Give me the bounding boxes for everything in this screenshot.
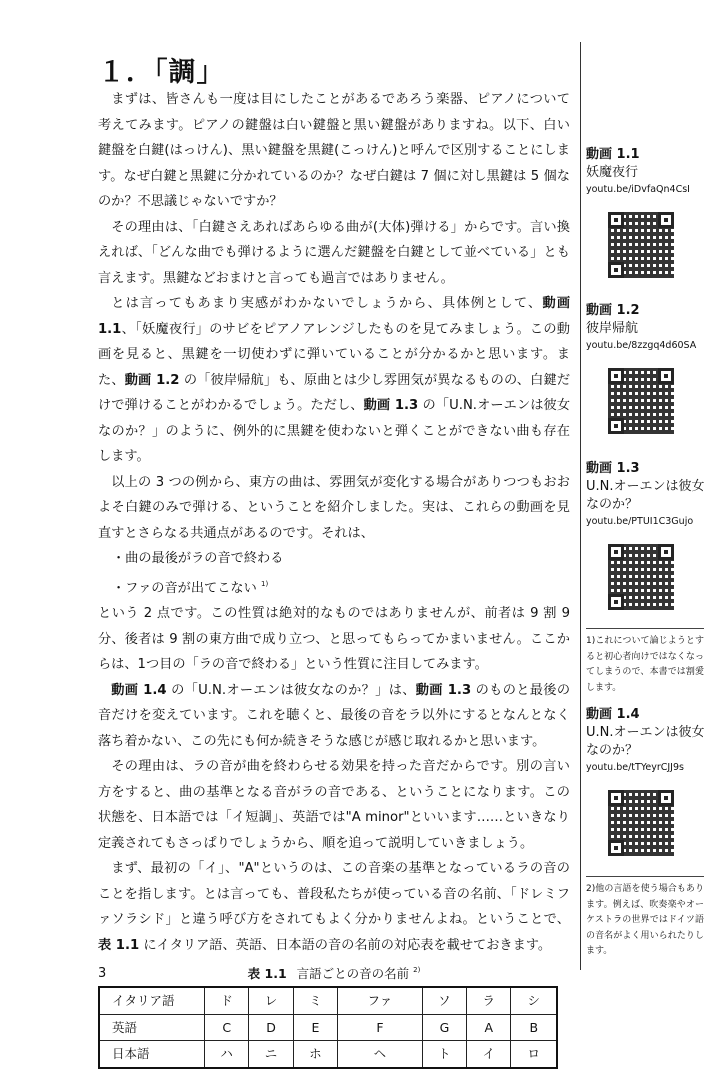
table-cell: ミ <box>293 987 337 1014</box>
video-ref: 動画 1.1 <box>98 296 571 337</box>
note-name-table <box>98 986 558 1069</box>
video-ref: 動画 1.3 <box>363 398 419 413</box>
table-cell: レ <box>249 987 293 1014</box>
video-link[interactable]: youtu.be/iDvfaQn4CsI <box>586 184 690 195</box>
table-cell: G <box>422 1014 466 1041</box>
paragraph: その理由は、ラの音が曲を終わらせる効果を持った音だからです。別の言い方をすると、曲の基準となる音がラの音である、ということになります。この状態を、日本語では「イ短調」、英語では"A minor"といいます……といきなり定義されてもさっぱりでしょうから、順を追って説明していきましょう。 <box>98 759 570 851</box>
bullet-item: ・曲の最後がラの音で終わる <box>112 551 284 566</box>
table-cell: D <box>249 1014 293 1041</box>
table-row <box>99 1014 557 1041</box>
table-cell: シ <box>511 987 557 1014</box>
row-header: イタリア語 <box>99 987 205 1014</box>
table-cell: イ <box>467 1041 511 1068</box>
table-cell: ファ <box>338 987 423 1014</box>
table-cell: E <box>293 1014 337 1041</box>
paragraph: まずは、皆さんも一度は目にしたことがあるであろう楽器、ピアノについて考えてみます。ピアノの鍵盤は白い鍵盤と黒い鍵盤がありますね。以下、白い鍵盤を白鍵(はっけん)、黒い鍵盤を黒鍵(こっけん)と呼んで区別することにします。なぜ白鍵と黒鍵に分かれているのか？なぜ白鍵は 7 個に対し黒鍵は 5 個なのか？不思議じゃないですか？ <box>98 92 570 209</box>
footnote-rule <box>586 628 704 629</box>
table-cell: ロ <box>511 1041 557 1068</box>
page-number: 3 <box>98 966 107 981</box>
paragraph: という 2 点です。この性質は絶対的なものではありませんが、前者は 9 割 9 分、後者は 9 割の東方曲で成り立つ、と思ってもらってかまいません。ここからは、1つ目の「ラの音で終わる」という性質に注目してみます。 <box>98 606 570 672</box>
sidebar-divider <box>580 42 581 970</box>
video-card-1: 動画 1.1 妖魔夜行 youtu.be/iDvfaQn4CsI <box>586 146 716 278</box>
video-link[interactable]: youtu.be/PTUI1C3Gujo <box>586 516 694 527</box>
video-card-3: 動画 1.3 U.N.オーエンは彼女なのか？ youtu.be/PTUI1C3Gujo <box>586 460 716 610</box>
table-cell: ト <box>422 1041 466 1068</box>
section-heading: １．「調」 <box>98 57 225 88</box>
footnote-rule <box>586 876 704 877</box>
paragraph: 動画 1.4 の「U.N.オーエンは彼女なのか？」は、動画 1.3 のものと最後の音だけを変えています。これを聴くと、最後の音をラ以外にするとなんとなく落ち着かない、この先にも何か続きそうな感じが感じ取れるかと思います。 <box>98 682 571 749</box>
video-ref: 動画 1.4 <box>111 682 167 698</box>
paragraph: まず、最初の「イ」、"A"というのは、この音楽の基準となっているラの音のことを指します。とは言っても、普段私たちが使っている音の名前、「ドレミファソラシド」と違う呼び方をされてもよく分かりませんよね。ということで、表 1.1 にイタリア語、英語、日本語の音の名前の対応表を載せておきます。 <box>98 861 570 953</box>
table-cell: ハ <box>205 1041 249 1068</box>
table-ref: 表 1.1 <box>98 937 140 953</box>
video-link[interactable]: youtu.be/8zzgq4d60SA <box>586 340 697 351</box>
table-cell: ラ <box>467 987 511 1014</box>
row-header: 英語 <box>99 1014 205 1041</box>
table-cell: C <box>205 1014 249 1041</box>
video-ref: 動画 1.2 <box>124 372 180 388</box>
qr-code-icon[interactable] <box>608 790 674 856</box>
table-row <box>99 987 557 1014</box>
qr-code-icon[interactable] <box>608 544 674 610</box>
video-card-2: 動画 1.2 彼岸帰航 youtu.be/8zzgq4d60SA <box>586 302 716 434</box>
table-cell: A <box>467 1014 511 1041</box>
table-cell: ヘ <box>338 1041 423 1068</box>
table-cell: ド <box>205 987 249 1014</box>
table-cell: F <box>338 1014 423 1041</box>
video-ref: 動画 1.3 <box>415 682 472 698</box>
table-row <box>99 1041 557 1068</box>
qr-code-icon[interactable] <box>608 212 674 278</box>
main-text <box>98 87 570 1069</box>
table-caption: 表 1.1 言語ごとの音の名前 $^{2)}$ <box>247 966 421 981</box>
paragraph: とは言ってもあまり実感がわかないでしょうから、具体例として、動画 1.1、「妖魔夜行」のサビをピアノアレンジしたものを見てみましょう。この動画を見ると、黒鍵を一切使わずに弾いていることが分かるかと思います。また、動画 1.2 の「彼岸帰航」も、原曲とは少し雰囲気が異なるものの、白鍵だけで弾けることがわかるでしょう。ただし、動画 1.3 の「U.N.オーエンは彼女なのか？」のように、例外的に黒鍵を使わないと弾くことができない曲も存在します。 <box>98 296 571 464</box>
footnote-2: 2)他の言語を使う場合もあります。例えば、吹奏楽やオーケストラの世界ではドイツ語の音名がよく用いられたりします。 <box>586 884 704 956</box>
table-cell: ホ <box>293 1041 337 1068</box>
video-card-4: 動画 1.4 U.N.オーエンは彼女なのか？ youtu.be/tTYeyrCJJ9s <box>586 706 716 856</box>
qr-code-icon[interactable] <box>608 368 674 434</box>
bullet-item: ・ファの音が出てこない $^{1)}$ <box>112 579 269 596</box>
table-cell: ソ <box>422 987 466 1014</box>
table-cell: ニ <box>249 1041 293 1068</box>
footnote-ref: 1) <box>261 579 269 588</box>
footnote-1: 1)これについて論じようとすると初心者向けではなくなってしまうので、本書では割愛します。 <box>586 636 704 693</box>
paragraph: その理由は、「白鍵さえあればあらゆる曲が(大体)弾ける」からです。言い換えれば、「どんな曲でも弾けるように選んだ鍵盤を白鍵として並べている」とも言えます。黒鍵などおまけと言っても過言ではありません。 <box>98 219 570 286</box>
paragraph: 以上の 3 つの例から、東方の曲は、雰囲気が変化する場合がありつつもおおよそ白鍵のみで弾ける、ということを紹介しました。実は、これらの動画を見直すとさらなる共通点があるのです。それは、 <box>98 474 570 541</box>
table-cell: B <box>511 1014 557 1041</box>
video-link[interactable]: youtu.be/tTYeyrCJJ9s <box>586 762 684 773</box>
row-header: 日本語 <box>99 1041 205 1068</box>
